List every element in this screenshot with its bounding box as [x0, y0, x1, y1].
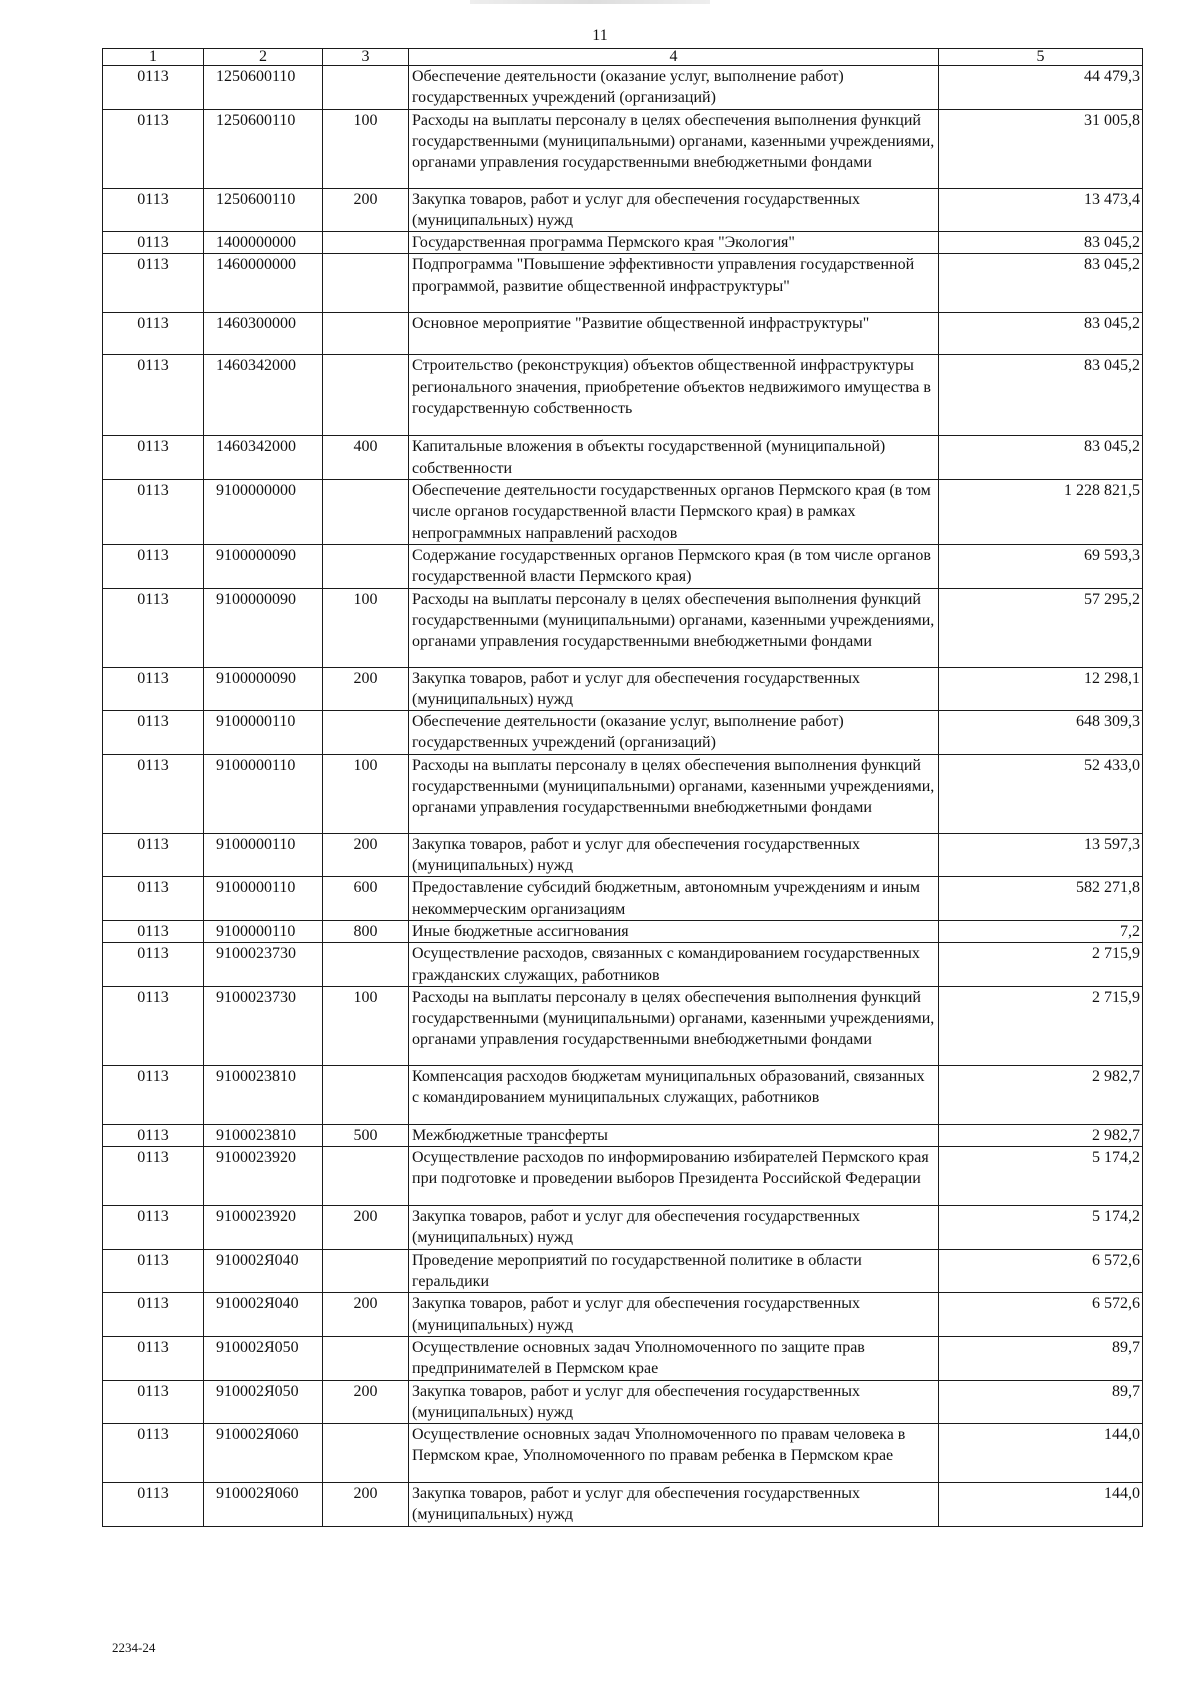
table-row [103, 943, 1143, 987]
description-cell: Содержание государственных органов Пермского края (в том числе органов государственной власти Пермского края) [409, 544, 939, 588]
target-code-cell: 1250600110 [204, 109, 323, 188]
description-cell: Закупка товаров, работ и услуг для обеспечения государственных (муниципальных) нужд [409, 1206, 939, 1250]
target-code-cell: 9100000110 [204, 920, 323, 942]
expense-type-cell: 500 [323, 1124, 409, 1146]
description-cell: Иные бюджетные ассигнования [409, 920, 939, 942]
target-code-cell: 9100023920 [204, 1147, 323, 1206]
table-row [103, 66, 1143, 110]
expense-type-cell: 200 [323, 667, 409, 711]
table-body [103, 66, 1143, 1527]
target-code-cell: 910002Я040 [204, 1293, 323, 1337]
description-cell: Обеспечение деятельности (оказание услуг, выполнение работ) государственных учреждений (организаций) [409, 711, 939, 755]
table-row [103, 711, 1143, 755]
table-row [103, 1380, 1143, 1424]
table-row [103, 1147, 1143, 1206]
amount-cell: 6 572,6 [939, 1293, 1143, 1337]
description-cell: Закупка товаров, работ и услуг для обеспечения государственных (муниципальных) нужд [409, 833, 939, 877]
section-cell: 0113 [103, 754, 204, 833]
table-row [103, 986, 1143, 1065]
amount-cell: 31 005,8 [939, 109, 1143, 188]
table-row [103, 1065, 1143, 1124]
amount-cell: 13 473,4 [939, 188, 1143, 232]
description-cell: Расходы на выплаты персоналу в целях обеспечения выполнения функций государственными (муниципальными) органами, казенными учреждениями, органами управления государственными внебюджетными фондами [409, 588, 939, 667]
target-code-cell: 9100000090 [204, 667, 323, 711]
expense-type-cell: 400 [323, 436, 409, 480]
target-code-cell: 9100000090 [204, 544, 323, 588]
description-cell: Закупка товаров, работ и услуг для обеспечения государственных (муниципальных) нужд [409, 1483, 939, 1527]
section-cell: 0113 [103, 1065, 204, 1124]
section-cell: 0113 [103, 66, 204, 110]
section-cell: 0113 [103, 588, 204, 667]
section-cell: 0113 [103, 1124, 204, 1146]
amount-cell: 12 298,1 [939, 667, 1143, 711]
target-code-cell: 910002Я060 [204, 1424, 323, 1483]
table-row [103, 1124, 1143, 1146]
amount-cell: 7,2 [939, 920, 1143, 942]
expense-type-cell: 600 [323, 877, 409, 921]
section-cell: 0113 [103, 711, 204, 755]
expense-type-cell: 100 [323, 109, 409, 188]
section-cell: 0113 [103, 1147, 204, 1206]
expense-type-cell: 200 [323, 1483, 409, 1527]
expense-type-cell [323, 544, 409, 588]
amount-cell: 648 309,3 [939, 711, 1143, 755]
description-cell: Осуществление основных задач Уполномоченного по правам человека в Пермском крае, Уполномоченного по правам ребенка в Пермском крае [409, 1424, 939, 1483]
target-code-cell: 9100000110 [204, 833, 323, 877]
amount-cell: 2 715,9 [939, 986, 1143, 1065]
table-row [103, 833, 1143, 877]
target-code-cell: 9100023810 [204, 1124, 323, 1146]
section-cell: 0113 [103, 254, 204, 313]
target-code-cell: 9100000110 [204, 877, 323, 921]
column-header-type: 3 [323, 49, 409, 66]
amount-cell: 83 045,2 [939, 355, 1143, 436]
target-code-cell: 9100000000 [204, 480, 323, 545]
target-code-cell: 9100023730 [204, 943, 323, 987]
section-cell: 0113 [103, 544, 204, 588]
amount-cell: 83 045,2 [939, 232, 1143, 254]
description-cell: Основное мероприятие "Развитие общественной инфраструктуры" [409, 313, 939, 355]
target-code-cell: 910002Я040 [204, 1249, 323, 1293]
amount-cell: 57 295,2 [939, 588, 1143, 667]
target-code-cell: 9100023730 [204, 986, 323, 1065]
section-cell: 0113 [103, 1380, 204, 1424]
section-cell: 0113 [103, 1483, 204, 1527]
description-cell: Расходы на выплаты персоналу в целях обеспечения выполнения функций государственными (муниципальными) органами, казенными учреждениями, органами управления государственными внебюджетными фондами [409, 754, 939, 833]
amount-cell: 83 045,2 [939, 254, 1143, 313]
expense-type-cell: 200 [323, 1293, 409, 1337]
table-row [103, 232, 1143, 254]
table-row [103, 1249, 1143, 1293]
description-cell: Закупка товаров, работ и услуг для обеспечения государственных (муниципальных) нужд [409, 1380, 939, 1424]
target-code-cell: 910002Я060 [204, 1483, 323, 1527]
expense-type-cell: 200 [323, 1206, 409, 1250]
section-cell: 0113 [103, 355, 204, 436]
target-code-cell: 910002Я050 [204, 1336, 323, 1380]
expense-type-cell: 100 [323, 754, 409, 833]
table-row [103, 1424, 1143, 1483]
description-cell: Капитальные вложения в объекты государственной (муниципальной) собственности [409, 436, 939, 480]
expense-type-cell [323, 480, 409, 545]
section-cell: 0113 [103, 109, 204, 188]
target-code-cell: 1400000000 [204, 232, 323, 254]
amount-cell: 1 228 821,5 [939, 480, 1143, 545]
section-cell: 0113 [103, 232, 204, 254]
target-code-cell: 1460342000 [204, 436, 323, 480]
expense-type-cell [323, 1336, 409, 1380]
table-row [103, 1483, 1143, 1527]
amount-cell: 2 715,9 [939, 943, 1143, 987]
table-row [103, 754, 1143, 833]
expense-type-cell: 100 [323, 588, 409, 667]
table-row [103, 313, 1143, 355]
section-cell: 0113 [103, 877, 204, 921]
scan-artifact [470, 0, 710, 4]
description-cell: Расходы на выплаты персоналу в целях обеспечения выполнения функций государственными (муниципальными) органами, казенными учреждениями, органами управления государственными внебюджетными фондами [409, 109, 939, 188]
amount-cell: 83 045,2 [939, 313, 1143, 355]
expense-type-cell [323, 232, 409, 254]
section-cell: 0113 [103, 943, 204, 987]
amount-cell: 52 433,0 [939, 754, 1143, 833]
amount-cell: 5 174,2 [939, 1147, 1143, 1206]
amount-cell: 44 479,3 [939, 66, 1143, 110]
expense-type-cell: 200 [323, 1380, 409, 1424]
header-row [103, 49, 1143, 66]
expense-type-cell: 100 [323, 986, 409, 1065]
target-code-cell: 1250600110 [204, 66, 323, 110]
section-cell: 0113 [103, 1249, 204, 1293]
target-code-cell: 1250600110 [204, 188, 323, 232]
page-number: 11 [592, 27, 608, 44]
amount-cell: 144,0 [939, 1483, 1143, 1527]
section-cell: 0113 [103, 920, 204, 942]
budget-table [102, 48, 1143, 1527]
section-cell: 0113 [103, 436, 204, 480]
description-cell: Государственная программа Пермского края "Экология" [409, 232, 939, 254]
description-cell: Строительство (реконструкция) объектов общественной инфраструктуры регионального значения, приобретение объектов недвижимого имущества в государственную собственность [409, 355, 939, 436]
section-cell: 0113 [103, 667, 204, 711]
target-code-cell: 1460300000 [204, 313, 323, 355]
amount-cell: 144,0 [939, 1424, 1143, 1483]
table-row [103, 588, 1143, 667]
section-cell: 0113 [103, 1336, 204, 1380]
target-code-cell: 1460342000 [204, 355, 323, 436]
section-cell: 0113 [103, 986, 204, 1065]
section-cell: 0113 [103, 188, 204, 232]
column-header-amount: 5 [939, 49, 1143, 66]
expense-type-cell [323, 1424, 409, 1483]
amount-cell: 89,7 [939, 1380, 1143, 1424]
table-row [103, 920, 1143, 942]
expense-type-cell: 200 [323, 188, 409, 232]
description-cell: Предоставление субсидий бюджетным, автономным учреждениям и иным некоммерческим организациям [409, 877, 939, 921]
expense-type-cell: 200 [323, 833, 409, 877]
expense-type-cell [323, 1147, 409, 1206]
description-cell: Компенсация расходов бюджетам муниципальных образований, связанных с командированием муниципальных служащих, работников [409, 1065, 939, 1124]
table-row [103, 254, 1143, 313]
table-row [103, 1206, 1143, 1250]
expense-type-cell: 800 [323, 920, 409, 942]
amount-cell: 582 271,8 [939, 877, 1143, 921]
column-header-section: 1 [103, 49, 204, 66]
expense-type-cell [323, 313, 409, 355]
section-cell: 0113 [103, 480, 204, 545]
expense-type-cell [323, 1249, 409, 1293]
description-cell: Закупка товаров, работ и услуг для обеспечения государственных (муниципальных) нужд [409, 1293, 939, 1337]
target-code-cell: 1460000000 [204, 254, 323, 313]
section-cell: 0113 [103, 1293, 204, 1337]
table-row [103, 877, 1143, 921]
amount-cell: 2 982,7 [939, 1124, 1143, 1146]
description-cell: Закупка товаров, работ и услуг для обеспечения государственных (муниципальных) нужд [409, 667, 939, 711]
table-row [103, 109, 1143, 188]
description-cell: Обеспечение деятельности государственных органов Пермского края (в том числе органов государственной власти Пермского края) в рамках непрограммных направлений расходов [409, 480, 939, 545]
amount-cell: 83 045,2 [939, 436, 1143, 480]
section-cell: 0113 [103, 833, 204, 877]
expense-type-cell [323, 66, 409, 110]
table-row [103, 436, 1143, 480]
table-row [103, 188, 1143, 232]
table-row [103, 667, 1143, 711]
description-cell: Осуществление расходов, связанных с командированием государственных гражданских служащих, работников [409, 943, 939, 987]
expense-type-cell [323, 943, 409, 987]
table-row [103, 1336, 1143, 1380]
target-code-cell: 9100000090 [204, 588, 323, 667]
table-row [103, 355, 1143, 436]
description-cell: Межбюджетные трансферты [409, 1124, 939, 1146]
amount-cell: 13 597,3 [939, 833, 1143, 877]
column-header-code: 2 [204, 49, 323, 66]
description-cell: Расходы на выплаты персоналу в целях обеспечения выполнения функций государственными (муниципальными) органами, казенными учреждениями, органами управления государственными внебюджетными фондами [409, 986, 939, 1065]
description-cell: Подпрограмма "Повышение эффективности управления государственной программой, развитие общественной инфраструктуры" [409, 254, 939, 313]
description-cell: Осуществление расходов по информированию избирателей Пермского края при подготовке и проведении выборов Президента Российской Федерации [409, 1147, 939, 1206]
target-code-cell: 9100023920 [204, 1206, 323, 1250]
table-row [103, 1293, 1143, 1337]
target-code-cell: 9100000110 [204, 711, 323, 755]
amount-cell: 69 593,3 [939, 544, 1143, 588]
section-cell: 0113 [103, 1424, 204, 1483]
column-header-description: 4 [409, 49, 939, 66]
section-cell: 0113 [103, 1206, 204, 1250]
description-cell: Проведение мероприятий по государственной политике в области геральдики [409, 1249, 939, 1293]
expense-type-cell [323, 355, 409, 436]
target-code-cell: 9100000110 [204, 754, 323, 833]
document-code: 2234-24 [112, 1640, 156, 1655]
amount-cell: 89,7 [939, 1336, 1143, 1380]
description-cell: Обеспечение деятельности (оказание услуг, выполнение работ) государственных учреждений (организаций) [409, 66, 939, 110]
description-cell: Закупка товаров, работ и услуг для обеспечения государственных (муниципальных) нужд [409, 188, 939, 232]
table-row [103, 544, 1143, 588]
expense-type-cell [323, 1065, 409, 1124]
description-cell: Осуществление основных задач Уполномоченного по защите прав предпринимателей в Пермском крае [409, 1336, 939, 1380]
amount-cell: 5 174,2 [939, 1206, 1143, 1250]
amount-cell: 2 982,7 [939, 1065, 1143, 1124]
table-row [103, 480, 1143, 545]
target-code-cell: 9100023810 [204, 1065, 323, 1124]
amount-cell: 6 572,6 [939, 1249, 1143, 1293]
target-code-cell: 910002Я050 [204, 1380, 323, 1424]
expense-type-cell [323, 711, 409, 755]
section-cell: 0113 [103, 313, 204, 355]
expense-type-cell [323, 254, 409, 313]
